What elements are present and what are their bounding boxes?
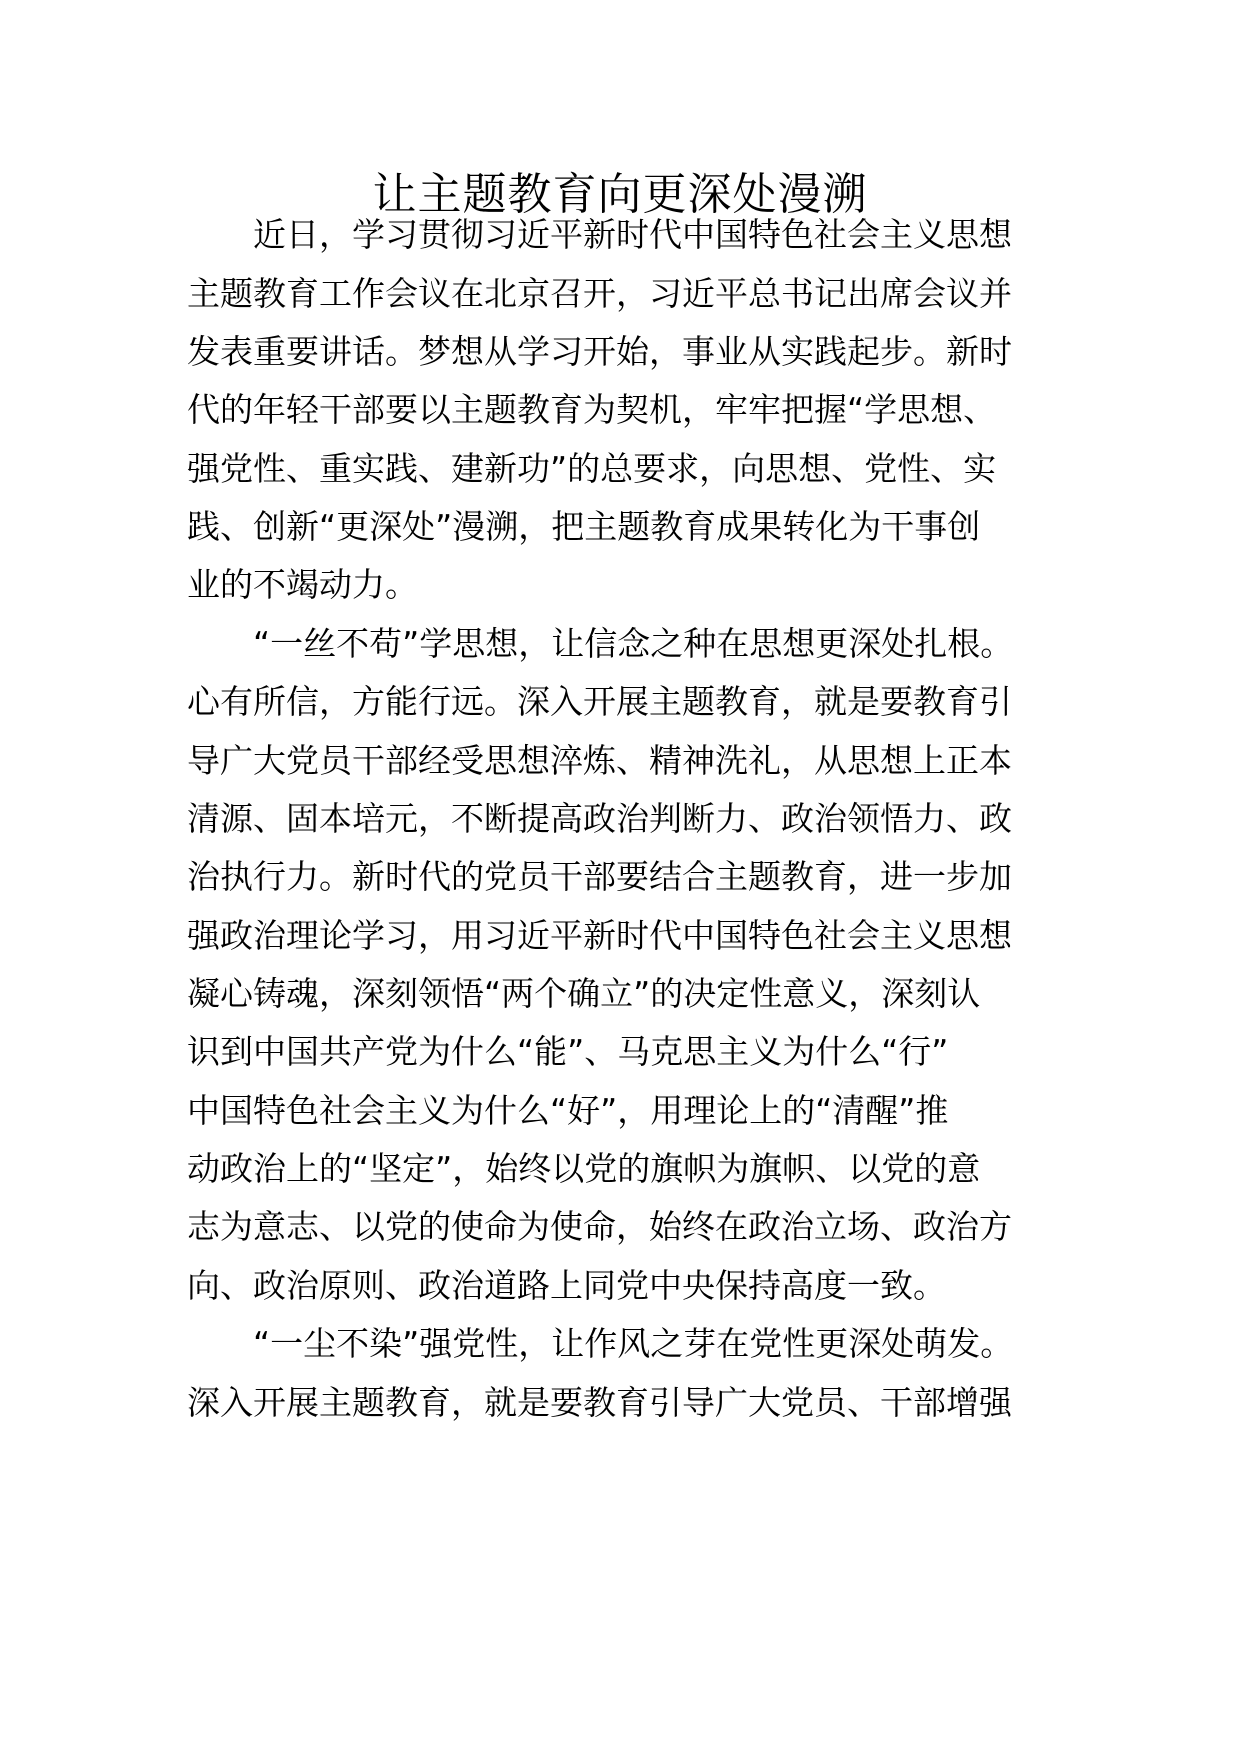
paragraph-2-line-9: 中国特色社会主义为什么“好”，用理论上的“清醒”推: [187, 1091, 949, 1130]
paragraph-3-line-2: 深入开展主题教育，就是要教育引导广大党员、干部增强: [187, 1383, 1012, 1422]
paragraph-2-line-5: 治执行力。新时代的党员干部要结合主题教育，进一步加: [187, 857, 1012, 896]
paragraph-2-line-8: 识到中国共产党为什么“能”、马克思主义为什么“行”: [187, 1032, 949, 1071]
paragraph-1-line-6: 践、创新“更深处”漫溯，把主题教育成果转化为干事创: [187, 507, 981, 546]
document-title: 让主题教育向更深处漫溯: [372, 169, 868, 220]
paragraph-1-line-7: 业的不竭动力。: [187, 565, 418, 604]
paragraph-2-line-1: “一丝不苟”学思想，让信念之种在思想更深处扎根。: [253, 624, 1014, 663]
paragraph-1-line-4: 代的年轻干部要以主题教育为契机，牢牢把握“学思想、: [187, 390, 997, 429]
paragraph-1-line-2: 主题教育工作会议在北京召开，习近平总书记出席会议并: [187, 274, 1012, 313]
paragraph-2-line-2: 心有所信，方能行远。深入开展主题教育，就是要教育引: [187, 682, 1012, 721]
paragraph-2-line-4: 清源、固本培元，不断提高政治判断力、政治领悟力、政: [187, 799, 1012, 838]
paragraph-3-line-1: “一尘不染”强党性，让作风之芽在党性更深处萌发。: [253, 1324, 1014, 1363]
paragraph-2-line-7: 凝心铸魂，深刻领悟“两个确立”的决定性意义，深刻认: [187, 974, 981, 1013]
paragraph-2-line-6: 强政治理论学习，用习近平新时代中国特色社会主义思想: [187, 916, 1012, 955]
paragraph-1-line-5: 强党性、重实践、建新功”的总要求，向思想、党性、实: [187, 449, 997, 488]
paragraph-2-line-10: 动政治上的“坚定”，始终以党的旗帜为旗帜、以党的意: [187, 1149, 981, 1188]
paragraph-2-line-12: 向、政治原则、政治道路上同党中央保持高度一致。: [187, 1266, 946, 1305]
paragraph-2-line-3: 导广大党员干部经受思想淬炼、精神洗礼，从思想上正本: [187, 741, 1012, 780]
paragraph-2-line-11: 志为意志、以党的使命为使命，始终在政治立场、政治方: [187, 1207, 1012, 1246]
paragraph-1-line-3: 发表重要讲话。梦想从学习开始，事业从实践起步。新时: [187, 332, 1012, 371]
paragraph-1-line-1: 近日，学习贯彻习近平新时代中国特色社会主义思想: [253, 215, 1012, 254]
